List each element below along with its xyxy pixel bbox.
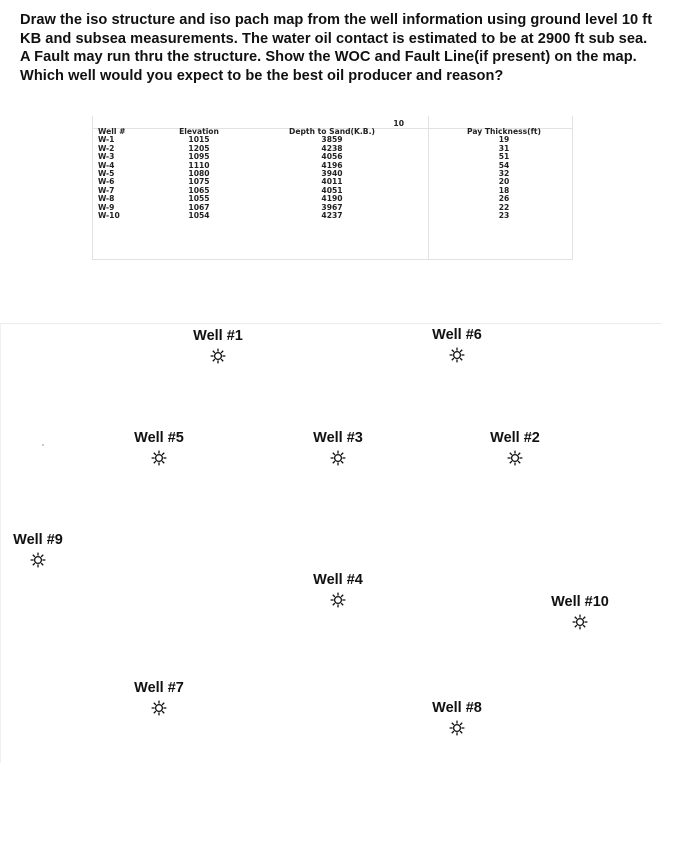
cell-well: W-7: [98, 185, 115, 195]
well-label: Well #6: [432, 327, 482, 343]
kb-note: 10: [393, 118, 404, 128]
cell-elevation: 1080: [188, 169, 210, 179]
cell-elevation: 1095: [188, 152, 210, 162]
cell-pay: 18: [498, 185, 510, 195]
cell-pay: 20: [498, 177, 510, 187]
cell-pay: 26: [498, 194, 510, 204]
header-pay: Pay Thickness(ft): [466, 127, 542, 136]
cell-pay: 54: [498, 160, 510, 170]
well-label: Well #3: [313, 430, 363, 446]
well-symbol-icon: [449, 347, 465, 363]
well-symbol-icon: [151, 700, 167, 716]
well-9-marker: [5, 532, 71, 568]
cell-well: W-8: [98, 194, 115, 204]
well-symbol-icon: [151, 450, 167, 466]
header-elevation: Elevation: [179, 127, 219, 136]
cell-well: W-5: [98, 169, 115, 179]
cell-elevation: 1110: [188, 160, 210, 170]
header-well: Well #: [98, 127, 126, 136]
well-label: Well #5: [134, 430, 184, 446]
cell-depth: 3967: [321, 202, 343, 212]
well-3-marker: [305, 430, 371, 466]
well-label: Well #9: [13, 532, 63, 548]
cell-depth: 4190: [321, 194, 343, 204]
cell-elevation: 1015: [188, 135, 210, 145]
well-1-marker: [185, 328, 251, 364]
cell-well: W-4: [98, 160, 115, 170]
cell-elevation: 1054: [188, 211, 210, 221]
map-border-left: [0, 323, 1, 763]
well-5-marker: [126, 430, 192, 466]
well-symbol-icon: [330, 450, 346, 466]
cell-pay: 22: [498, 202, 510, 212]
well-symbol-icon: [449, 720, 465, 736]
cell-depth: 4237: [321, 211, 343, 221]
cell-elevation: 1205: [188, 143, 210, 153]
well-7-marker: [126, 680, 192, 716]
well-8-marker: [424, 700, 490, 736]
well-label: Well #4: [313, 572, 363, 588]
well-label: Well #2: [490, 430, 540, 446]
cell-pay: 31: [498, 143, 510, 153]
cell-elevation: 1065: [188, 185, 210, 195]
cell-depth: 3940: [321, 169, 343, 179]
well-data-table: [92, 116, 578, 220]
cell-depth: 4056: [321, 152, 343, 162]
cell-depth: 4051: [321, 185, 343, 195]
well-symbol-icon: [330, 592, 346, 608]
question-text: Draw the iso structure and iso pach map from the well information using ground level 10 ft KB and subsea measurements. The water oil contact is estimated to be at 2900 ft sub sea. A Fault may run thru the structure. Show the WOC and Fault Line(if present) on the map. Which well would you expect to be the best oil producer and reason?: [20, 12, 653, 84]
cell-well: W-10: [98, 211, 120, 221]
cell-elevation: 1055: [188, 194, 210, 204]
well-label: Well #7: [134, 680, 184, 696]
cell-depth: 4011: [321, 177, 343, 187]
well-symbol-icon: [572, 614, 588, 630]
well-4-marker: [305, 572, 371, 608]
well-symbol-icon: [507, 450, 523, 466]
well-symbol-icon: [30, 552, 46, 568]
well-symbol-icon: [210, 348, 226, 364]
cell-well: W-3: [98, 152, 115, 162]
cell-well: W-6: [98, 177, 115, 187]
table-grid-line: [92, 259, 572, 260]
well-label: Well #1: [193, 328, 243, 344]
cell-well: W-2: [98, 143, 115, 153]
cell-pay: 32: [498, 169, 510, 179]
cell-pay: 51: [498, 152, 510, 162]
well-10-marker: [540, 594, 620, 630]
cell-well: W-1: [98, 135, 115, 145]
table-row: [92, 212, 578, 220]
well-label: Well #8: [432, 700, 482, 716]
map-dot: [42, 444, 44, 446]
map-border-top: [0, 323, 662, 324]
cell-pay: 23: [498, 211, 510, 221]
well-2-marker: [482, 430, 548, 466]
cell-depth: 3859: [321, 135, 343, 145]
cell-pay: 19: [498, 135, 510, 145]
header-depth: Depth to Sand(K.B.): [289, 127, 375, 136]
cell-depth: 4238: [321, 143, 343, 153]
well-6-marker: [424, 327, 490, 363]
cell-elevation: 1075: [188, 177, 210, 187]
cell-well: W-9: [98, 202, 115, 212]
cell-elevation: 1067: [188, 202, 210, 212]
cell-depth: 4196: [321, 160, 343, 170]
well-label: Well #10: [551, 594, 609, 610]
